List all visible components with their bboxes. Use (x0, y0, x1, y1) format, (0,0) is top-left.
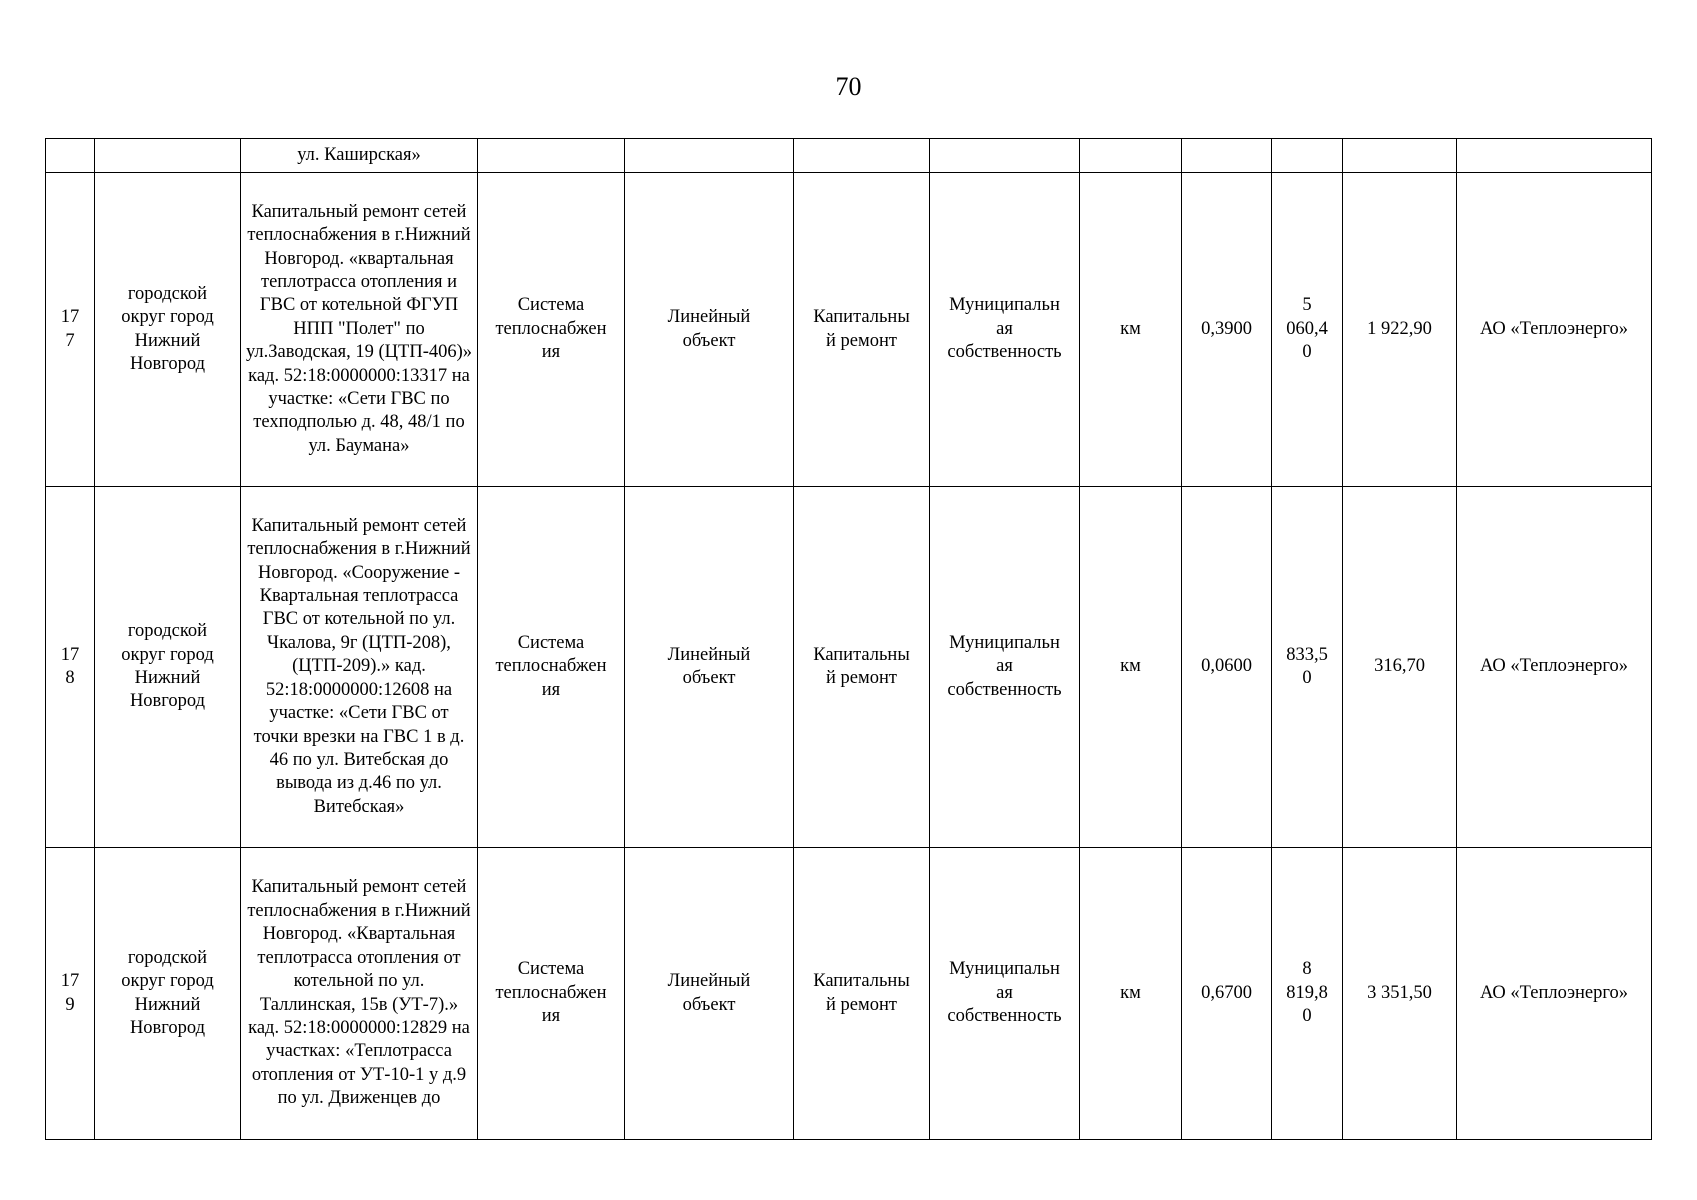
projects-table (45, 138, 1652, 1140)
cell-territory: городской округ город Нижний Новгород (95, 487, 241, 848)
cell-operator: АО «Теплоэнерго» (1457, 487, 1652, 848)
cell-cost: 316,70 (1343, 487, 1457, 848)
cell-cost: 1 922,90 (1343, 173, 1457, 487)
cell-work-type (794, 139, 930, 173)
cell-ownership: Муниципальн ая собственность (930, 848, 1080, 1140)
cell-length: 0,0600 (1182, 487, 1272, 848)
table-row (46, 487, 1652, 848)
cell-system (478, 139, 625, 173)
cell-operator: АО «Теплоэнерго» (1457, 173, 1652, 487)
cell-object-type: Линейный объект (625, 173, 794, 487)
cell-object-type: Линейный объект (625, 848, 794, 1140)
cell-territory (95, 139, 241, 173)
cell-cost-total: 8 819,8 0 (1272, 848, 1343, 1140)
cell-work-type: Капитальны й ремонт (794, 487, 930, 848)
page-number: 70 (835, 72, 862, 101)
cell-territory: городской округ город Нижний Новгород (95, 848, 241, 1140)
cell-num (46, 139, 95, 173)
cell-object-type: Линейный объект (625, 487, 794, 848)
cell-cost-total (1272, 139, 1343, 173)
cell-description: ул. Каширская» (241, 139, 478, 173)
cell-ownership (930, 139, 1080, 173)
cell-cost: 3 351,50 (1343, 848, 1457, 1140)
cell-operator (1457, 139, 1652, 173)
cell-system: Система теплоснабжен ия (478, 173, 625, 487)
cell-cost-total: 5 060,4 0 (1272, 173, 1343, 487)
cell-work-type: Капитальны й ремонт (794, 173, 930, 487)
cell-object-type (625, 139, 794, 173)
cell-territory: городской округ город Нижний Новгород (95, 173, 241, 487)
cell-description: Капитальный ремонт сетей теплоснабжения в г.Нижний Новгород. «квартальная теплотрасса отопления и ГВС от котельной ФГУП НПП "Полет" по ул.Заводская, 19 (ЦТП-406)» кад. 52:18:0000000:13317 на участке: «Сети ГВС по техподполью д. 48, 48/1 по ул. Баумана» (241, 173, 478, 487)
table-row (46, 848, 1652, 1140)
cell-ownership: Муниципальн ая собственность (930, 173, 1080, 487)
cell-system: Система теплоснабжен ия (478, 487, 625, 848)
cell-cost-total: 833,5 0 (1272, 487, 1343, 848)
cell-unit: км (1080, 173, 1182, 487)
cell-ownership: Муниципальн ая собственность (930, 487, 1080, 848)
cell-num: 17 7 (46, 173, 95, 487)
cell-length (1182, 139, 1272, 173)
cell-unit (1080, 139, 1182, 173)
cell-length: 0,6700 (1182, 848, 1272, 1140)
cell-cost (1343, 139, 1457, 173)
cell-operator: АО «Теплоэнерго» (1457, 848, 1652, 1140)
cell-system: Система теплоснабжен ия (478, 848, 625, 1140)
table-row (46, 173, 1652, 487)
cell-num: 17 9 (46, 848, 95, 1140)
cell-unit: км (1080, 848, 1182, 1140)
cell-description: Капитальный ремонт сетей теплоснабжения в г.Нижний Новгород. «Сооружение - Квартальная теплотрасса ГВС от котельной по ул. Чкалова, 9г (ЦТП-208), (ЦТП-209).» кад. 52:18:0000000:12608 на участке: «Сети ГВС от точки врезки на ГВС 1 в д. 46 по ул. Витебская до вывода из д.46 по ул. Витебская» (241, 487, 478, 848)
table-row (46, 139, 1652, 173)
cell-unit: км (1080, 487, 1182, 848)
cell-num: 17 8 (46, 487, 95, 848)
cell-description: Капитальный ремонт сетей теплоснабжения в г.Нижний Новгород. «Квартальная теплотрасса отопления от котельной по ул. Таллинская, 15в (УТ-7).» кад. 52:18:0000000:12829 на участках: «Теплотрасса отопления от УТ-10-1 у д.9 по ул. Движенцев до (241, 848, 478, 1140)
cell-length: 0,3900 (1182, 173, 1272, 487)
cell-work-type: Капитальны й ремонт (794, 848, 930, 1140)
